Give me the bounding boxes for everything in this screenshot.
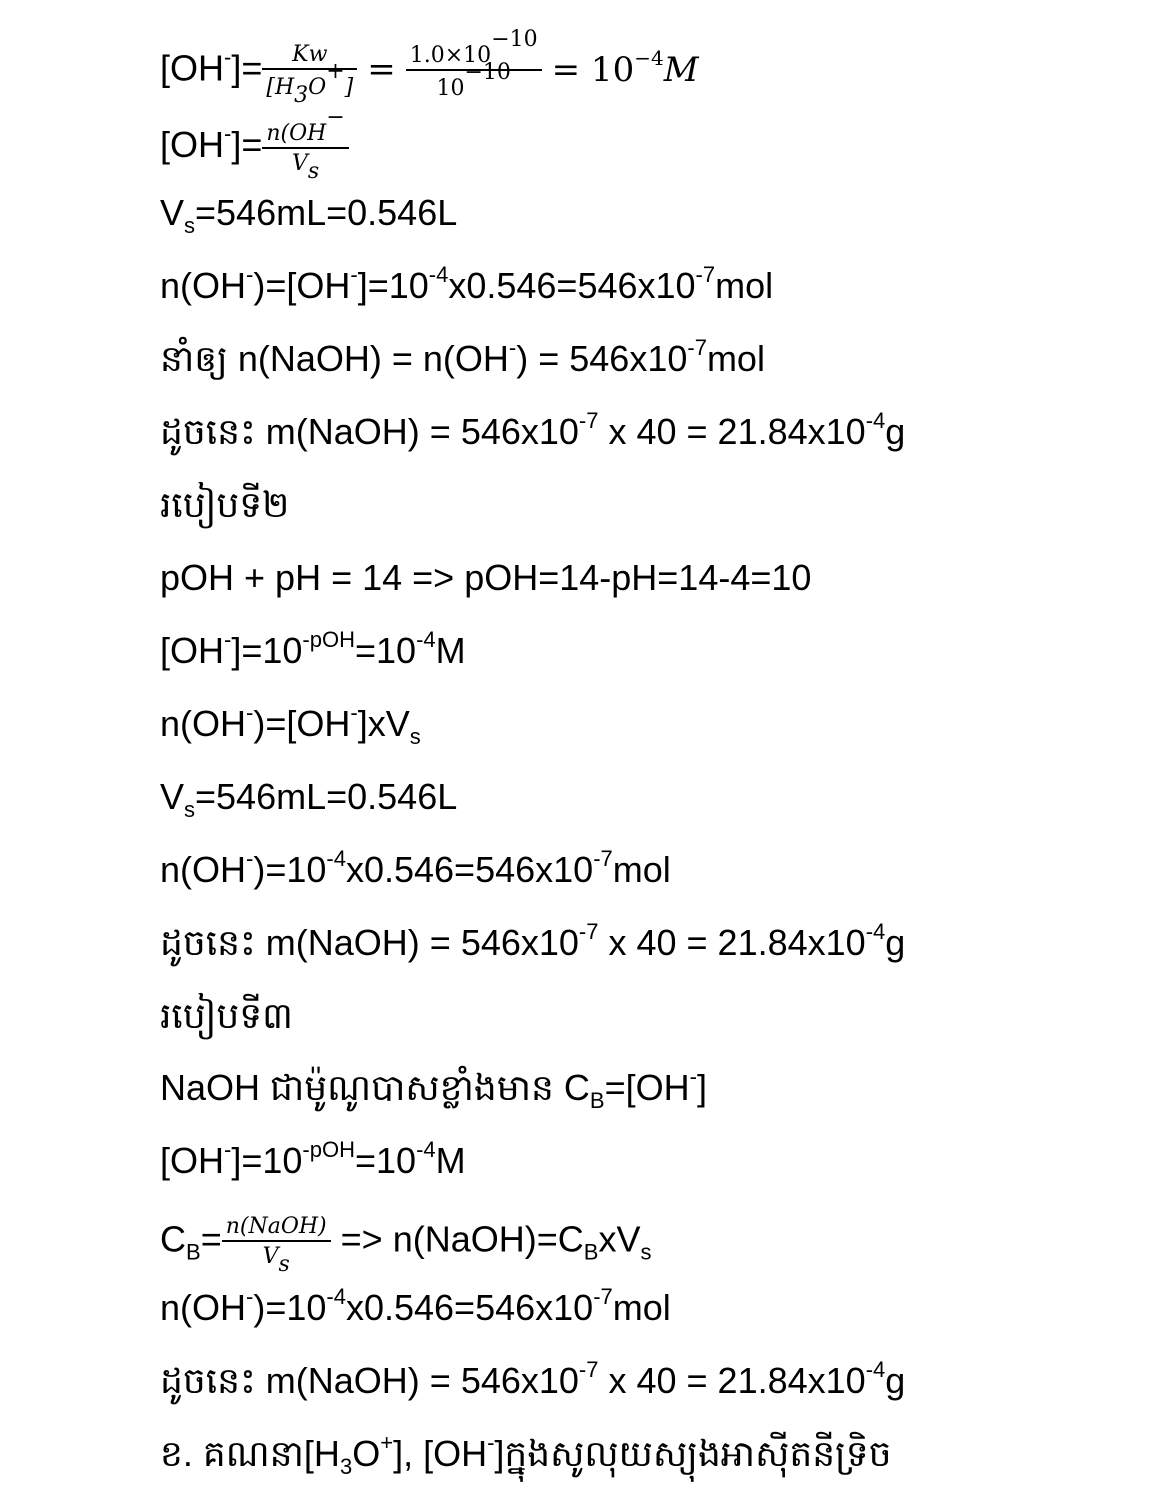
method-2-heading <box>160 485 289 525</box>
text: x 40 = 21.84x10 <box>598 922 866 963</box>
text: ]= <box>231 124 263 166</box>
text: របៀបទី៣ <box>160 995 293 1036</box>
text: )=[OH <box>253 265 351 306</box>
result <box>551 45 699 90</box>
oh-concentration-line <box>160 627 466 671</box>
superscript: -7 <box>578 1357 599 1382</box>
text: = <box>200 1218 222 1260</box>
text: ខ. គណនា[H <box>160 1433 340 1474</box>
text: => n(NaOH)=C <box>330 1218 584 1260</box>
subscript: s <box>278 1252 290 1277</box>
text: n(OH <box>160 849 247 890</box>
subscript: 3 <box>294 82 309 108</box>
fraction-numerator: n(NaOH) <box>222 1214 331 1242</box>
superscript: - <box>246 1284 254 1309</box>
superscript: -4 <box>416 627 436 652</box>
kw-fraction <box>262 41 357 108</box>
text: mol <box>706 338 765 379</box>
moles-formula-line <box>160 700 421 749</box>
volume-line <box>160 192 458 238</box>
naoh-over-volume-fraction <box>222 1214 331 1277</box>
superscript: - <box>246 262 254 287</box>
fraction-numerator: Kw <box>262 42 357 70</box>
part-b-question <box>160 1430 892 1479</box>
subscript: 3 <box>339 1454 353 1479</box>
fraction-denominator <box>222 1242 331 1277</box>
text: ) = 546x10 <box>516 338 688 379</box>
superscript: -4 <box>326 846 346 871</box>
poh-line <box>160 558 811 598</box>
text: = 10 <box>551 49 635 90</box>
text: mol <box>612 1287 671 1328</box>
text: g <box>885 411 906 452</box>
superscript: − <box>326 105 345 130</box>
text: mol <box>612 849 671 890</box>
superscript: - <box>246 846 254 871</box>
text: V <box>160 776 185 817</box>
fraction-denominator <box>406 60 542 102</box>
subscript: B <box>589 1088 605 1113</box>
superscript: -7 <box>695 262 716 287</box>
text: NaOH ជាម៉ូណូបាសខ្លាំងមាន C <box>160 1067 590 1108</box>
text: x0.546=546x10 <box>448 265 696 306</box>
text: x 40 = 21.84x10 <box>598 411 866 452</box>
mass-naoh-line <box>160 1357 906 1401</box>
text: 10 <box>436 76 465 101</box>
text: [OH <box>160 47 225 89</box>
value-fraction <box>406 27 542 102</box>
text: V <box>160 192 185 233</box>
moles-oh-line <box>160 262 774 306</box>
superscript: -4 <box>865 1357 886 1382</box>
text: =[OH <box>604 1067 690 1108</box>
text: x 40 = 21.84x10 <box>598 1360 866 1401</box>
text: ], [OH <box>393 1433 488 1474</box>
text: [OH <box>160 124 225 166</box>
text: [H <box>266 74 295 100</box>
text: mol <box>715 265 774 306</box>
volume-line <box>160 776 458 822</box>
superscript: - <box>350 262 358 287</box>
text: ]=10 <box>231 1140 303 1181</box>
subscript: s <box>640 1239 652 1265</box>
superscript: −10 <box>464 60 511 85</box>
superscript: -7 <box>578 408 599 433</box>
superscript: -pOH <box>302 627 355 652</box>
oh-concentration-line <box>160 1137 466 1181</box>
text: g <box>885 1360 906 1401</box>
oh-from-kw-equation <box>160 27 699 108</box>
superscript: -4 <box>865 919 886 944</box>
fraction-denominator <box>262 149 348 184</box>
text: ដូចនេះ m(NaOH) = 546x10 <box>160 411 579 452</box>
superscript: -pOH <box>302 1137 355 1162</box>
superscript: - <box>689 1064 697 1089</box>
subscript: s <box>184 213 196 238</box>
text: )=10 <box>253 849 327 890</box>
text: ដូចនេះ m(NaOH) = 546x10 <box>160 922 579 963</box>
superscript: -4 <box>326 1284 346 1309</box>
superscript: + <box>380 1430 394 1455</box>
text: C <box>160 1218 186 1260</box>
moles-naoh-line <box>160 335 765 379</box>
subscript: B <box>186 1239 201 1265</box>
subscript: B <box>583 1239 599 1265</box>
text: V <box>262 1244 279 1269</box>
text: M <box>435 1140 466 1181</box>
superscript: -4 <box>428 262 449 287</box>
superscript: + <box>326 58 345 84</box>
text: xV <box>598 1218 641 1260</box>
text: =546mL=0.546L <box>195 776 458 817</box>
text: O <box>308 74 327 100</box>
superscript: - <box>508 335 517 360</box>
superscript: - <box>224 1137 232 1162</box>
mass-naoh-line <box>160 919 906 963</box>
subscript: s <box>307 159 320 184</box>
cb-formula-line <box>160 1214 652 1277</box>
text: នាំឲ្យ n(NaOH) = n(OH <box>160 338 509 379</box>
text: n(OH <box>266 121 327 146</box>
text: ]=10 <box>357 265 429 306</box>
text: pOH + pH = 14 => pOH=14-pH=14-4=10 <box>160 557 812 598</box>
strong-base-line <box>160 1064 707 1113</box>
superscript: - <box>487 1430 495 1455</box>
text: x0.546=546x10 <box>345 849 594 890</box>
superscript: −4 <box>634 45 664 70</box>
superscript: - <box>224 121 232 147</box>
oh-from-moles-equation <box>160 105 349 184</box>
equals-sign: = <box>367 49 396 90</box>
text: M <box>435 630 466 671</box>
text: ]ក្នុងសូលុយស្យុងអាស៊ីតនីទ្រិច <box>494 1433 892 1474</box>
text: n(OH <box>160 1287 247 1328</box>
text: ] <box>696 1067 707 1108</box>
fraction-numerator <box>262 105 348 149</box>
text: x0.546=546x10 <box>345 1287 594 1328</box>
text: ដូចនេះ m(NaOH) = 546x10 <box>160 1360 579 1401</box>
superscript: - <box>224 44 232 70</box>
superscript: - <box>224 627 232 652</box>
text: ]xV <box>357 703 410 744</box>
text: ]= <box>231 47 263 89</box>
subscript: s <box>184 797 196 822</box>
text: [OH <box>160 1140 225 1181</box>
text: =10 <box>354 1140 417 1181</box>
text: n(OH <box>160 703 247 744</box>
text: V <box>291 151 308 176</box>
superscript: −10 <box>491 27 538 52</box>
text: 1.0×10 <box>409 43 492 68</box>
superscript: -4 <box>416 1137 436 1162</box>
text: [OH <box>160 630 225 671</box>
superscript: - <box>246 700 254 725</box>
moles-oh-line <box>160 846 671 890</box>
text: របៀបទី២ <box>160 484 290 525</box>
superscript: -7 <box>578 919 599 944</box>
text: n(OH <box>160 265 247 306</box>
text: =546mL=0.546L <box>195 192 458 233</box>
superscript: -4 <box>865 408 886 433</box>
subscript: s <box>409 724 421 749</box>
superscript: - <box>350 700 358 725</box>
superscript: -7 <box>593 1284 613 1309</box>
text: ]=10 <box>231 630 303 671</box>
superscript: -7 <box>687 335 707 360</box>
method-3-heading <box>160 996 293 1036</box>
unit: M <box>663 49 699 90</box>
text: O <box>352 1433 381 1474</box>
text: ] <box>344 74 354 100</box>
text: =10 <box>354 630 417 671</box>
moles-oh-line <box>160 1284 671 1328</box>
mass-naoh-line <box>160 408 906 452</box>
fraction-denominator <box>262 58 357 108</box>
moles-over-volume-fraction <box>262 105 348 184</box>
superscript: -7 <box>593 846 613 871</box>
text: g <box>885 922 906 963</box>
text: )=10 <box>253 1287 327 1328</box>
text: )=[OH <box>253 703 351 744</box>
